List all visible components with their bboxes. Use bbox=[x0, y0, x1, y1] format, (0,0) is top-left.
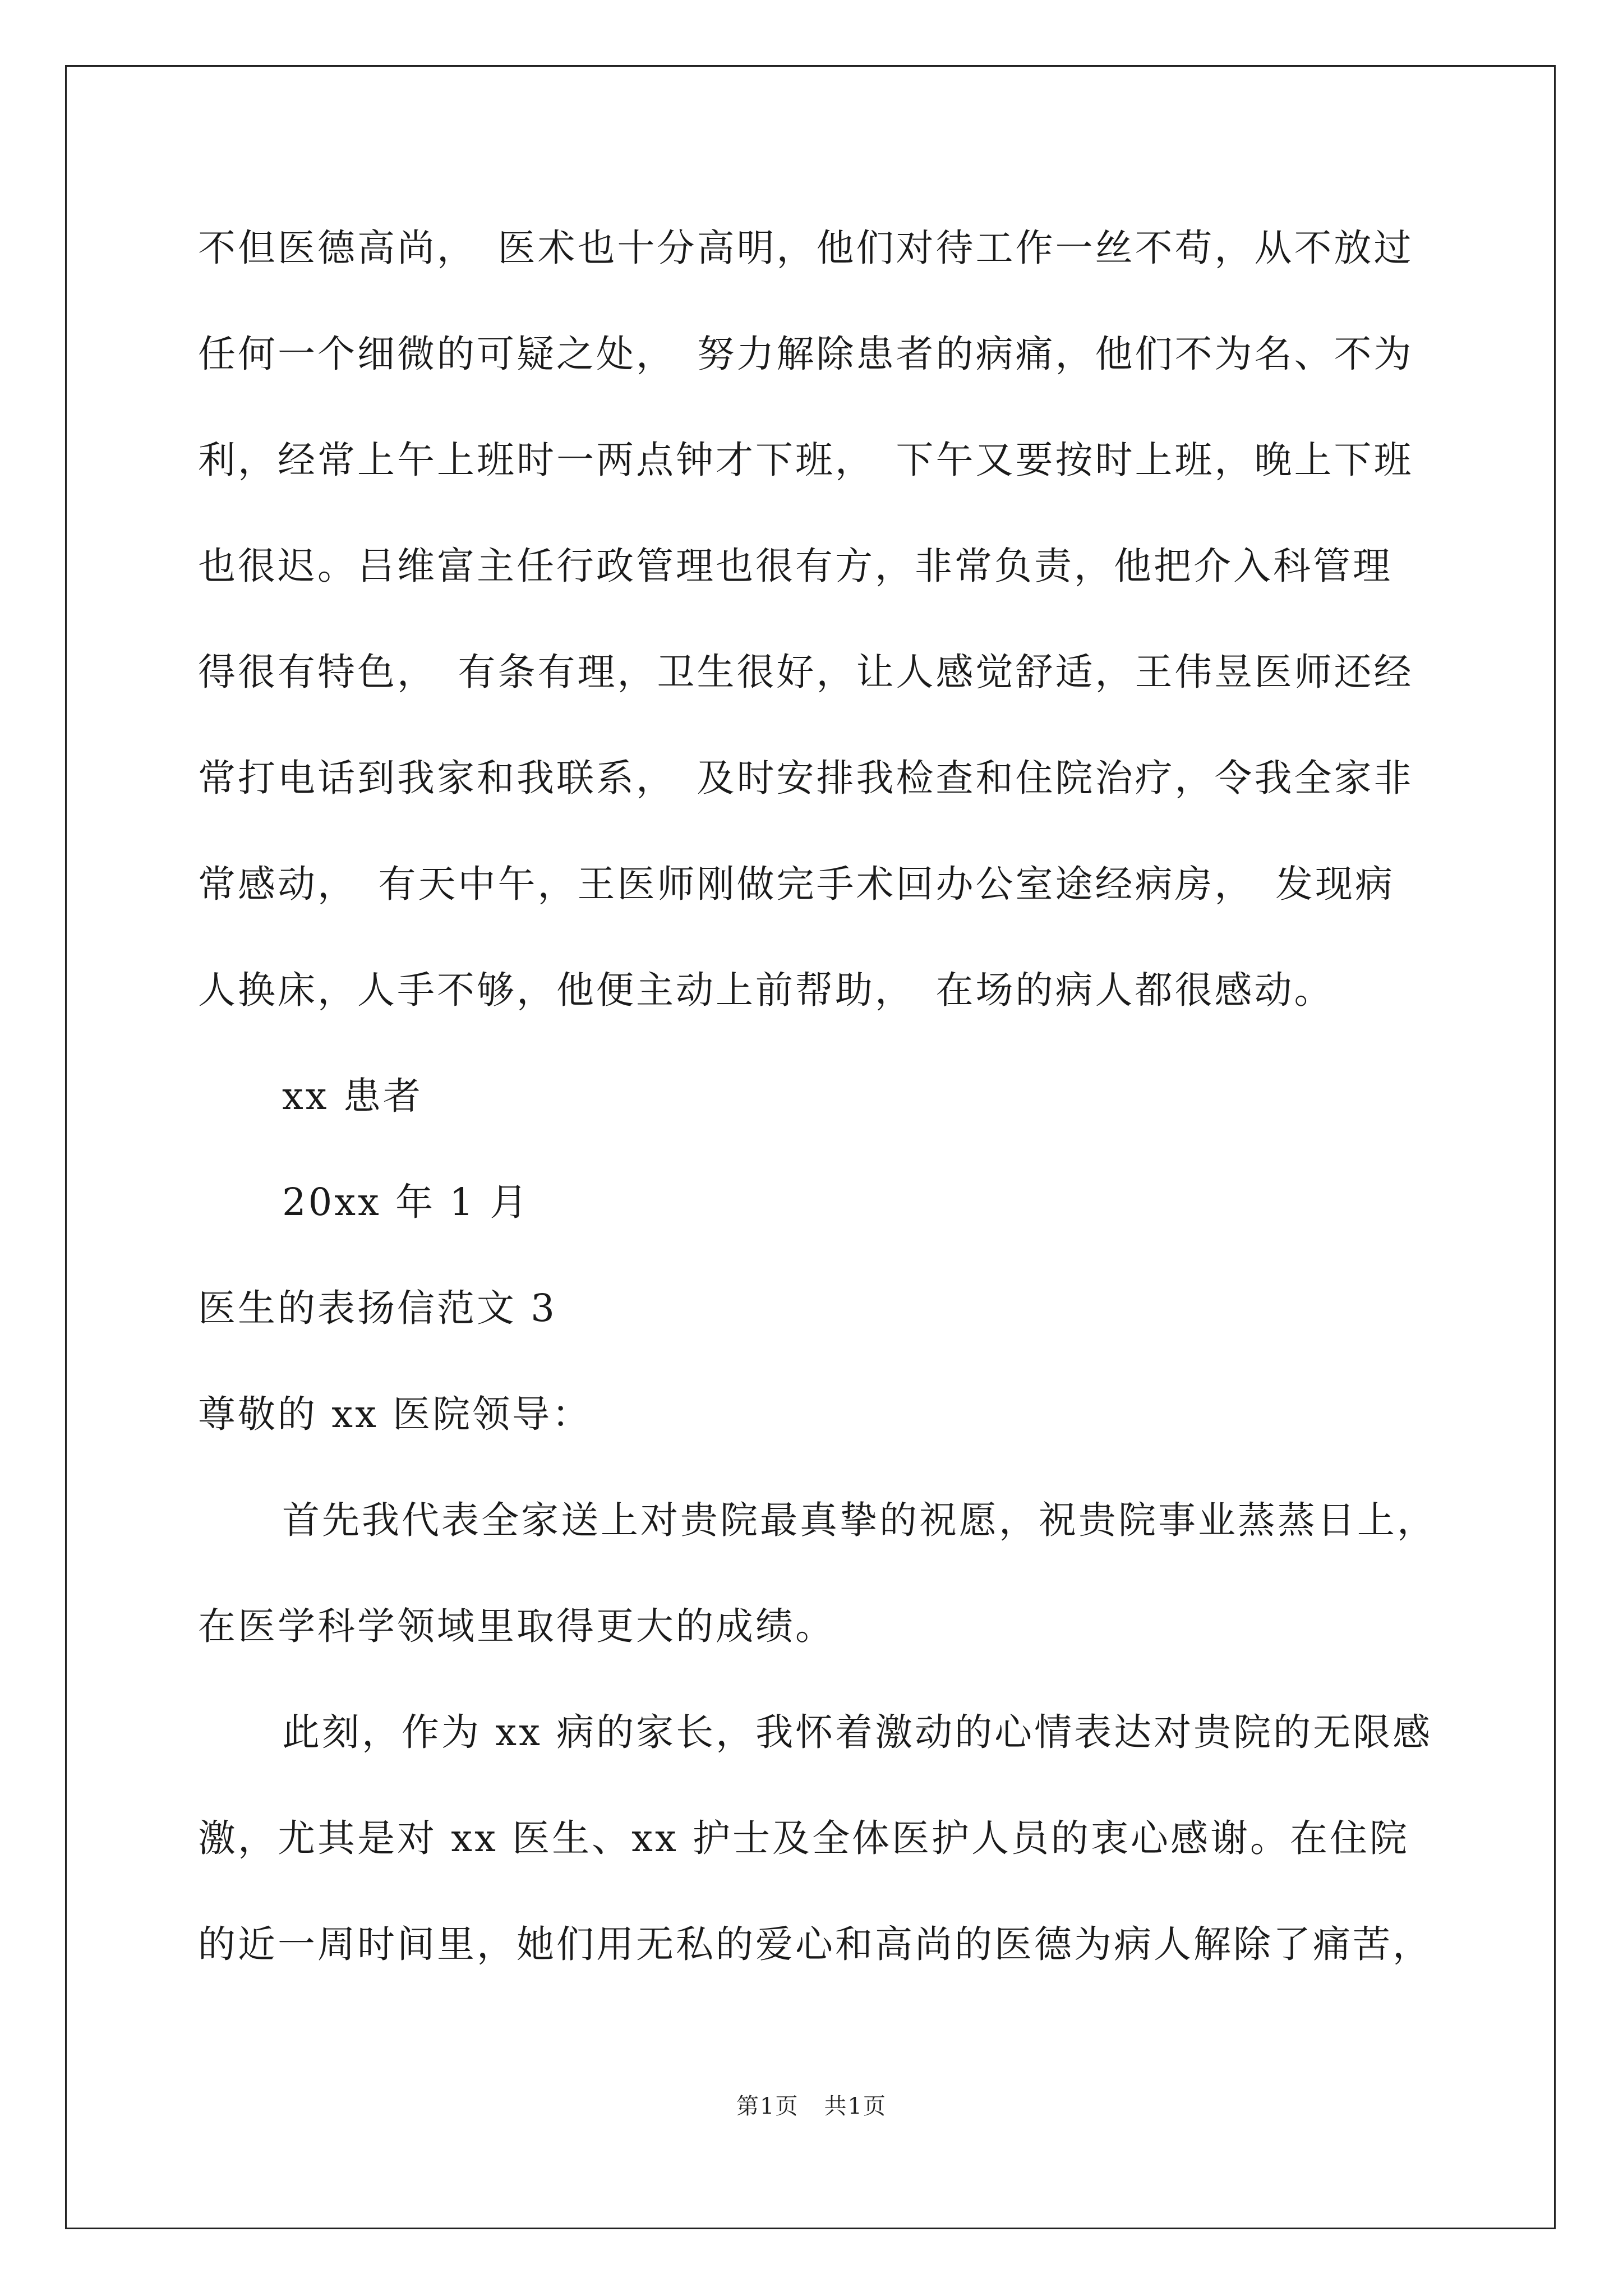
text-line: 不但医德高尚， 医术也十分高明，他们对待工作一丝不苟，从不放过 bbox=[198, 226, 1414, 270]
text-line: 激，尤其是对 xx 医生、xx 护士及全体医护人员的衷心感谢。在住院 bbox=[198, 1816, 1410, 1860]
text-line: 利，经常上午上班时一两点钟才下班， 下午又要按时上班，晚上下班 bbox=[198, 438, 1414, 482]
text-line: 在医学科学领域里取得更大的成绩。 bbox=[198, 1604, 835, 1648]
text-line: 也很迟。吕维富主任行政管理也很有方，非常负责，他把介入科管理 bbox=[198, 544, 1393, 588]
page-total: 共1页 bbox=[824, 2093, 887, 2119]
text-line: 常打电话到我家和我联系， 及时安排我检查和住院治疗，令我全家非 bbox=[198, 756, 1414, 800]
page-footer bbox=[0, 2090, 1623, 2123]
document-body bbox=[198, 209, 1465, 2011]
text-line: 任何一个细微的可疑之处， 努力解除患者的病痛，他们不为名、不为 bbox=[198, 332, 1414, 376]
text-line: 得很有特色， 有条有理，卫生很好，让人感觉舒适，王伟昱医师还经 bbox=[198, 650, 1414, 694]
text-line: 常感动， 有天中午，王医师刚做完手术回办公室途经病房， 发现病 bbox=[198, 862, 1395, 906]
text-line: 首先我代表全家送上对贵院最真挚的祝愿，祝贵院事业蒸蒸日上， bbox=[282, 1498, 1437, 1542]
date-line: 20xx 年 1 月 bbox=[282, 1180, 530, 1224]
text-line: 此刻，作为 xx 病的家长，我怀着激动的心情表达对贵院的无限感 bbox=[282, 1710, 1433, 1754]
text-line: 人换床，人手不够，他便主动上前帮助， 在场的病人都很感动。 bbox=[198, 968, 1334, 1012]
text-line: 的近一周时间里，她们用无私的爱心和高尚的医德为病人解除了痛苦， bbox=[198, 1922, 1432, 1966]
salutation-line: 尊敬的 xx 医院领导： bbox=[198, 1392, 592, 1436]
page-number: 第1页 bbox=[736, 2093, 799, 2119]
section-heading: 医生的表扬信范文 3 bbox=[198, 1286, 557, 1330]
signature-line: xx 患者 bbox=[282, 1074, 423, 1118]
